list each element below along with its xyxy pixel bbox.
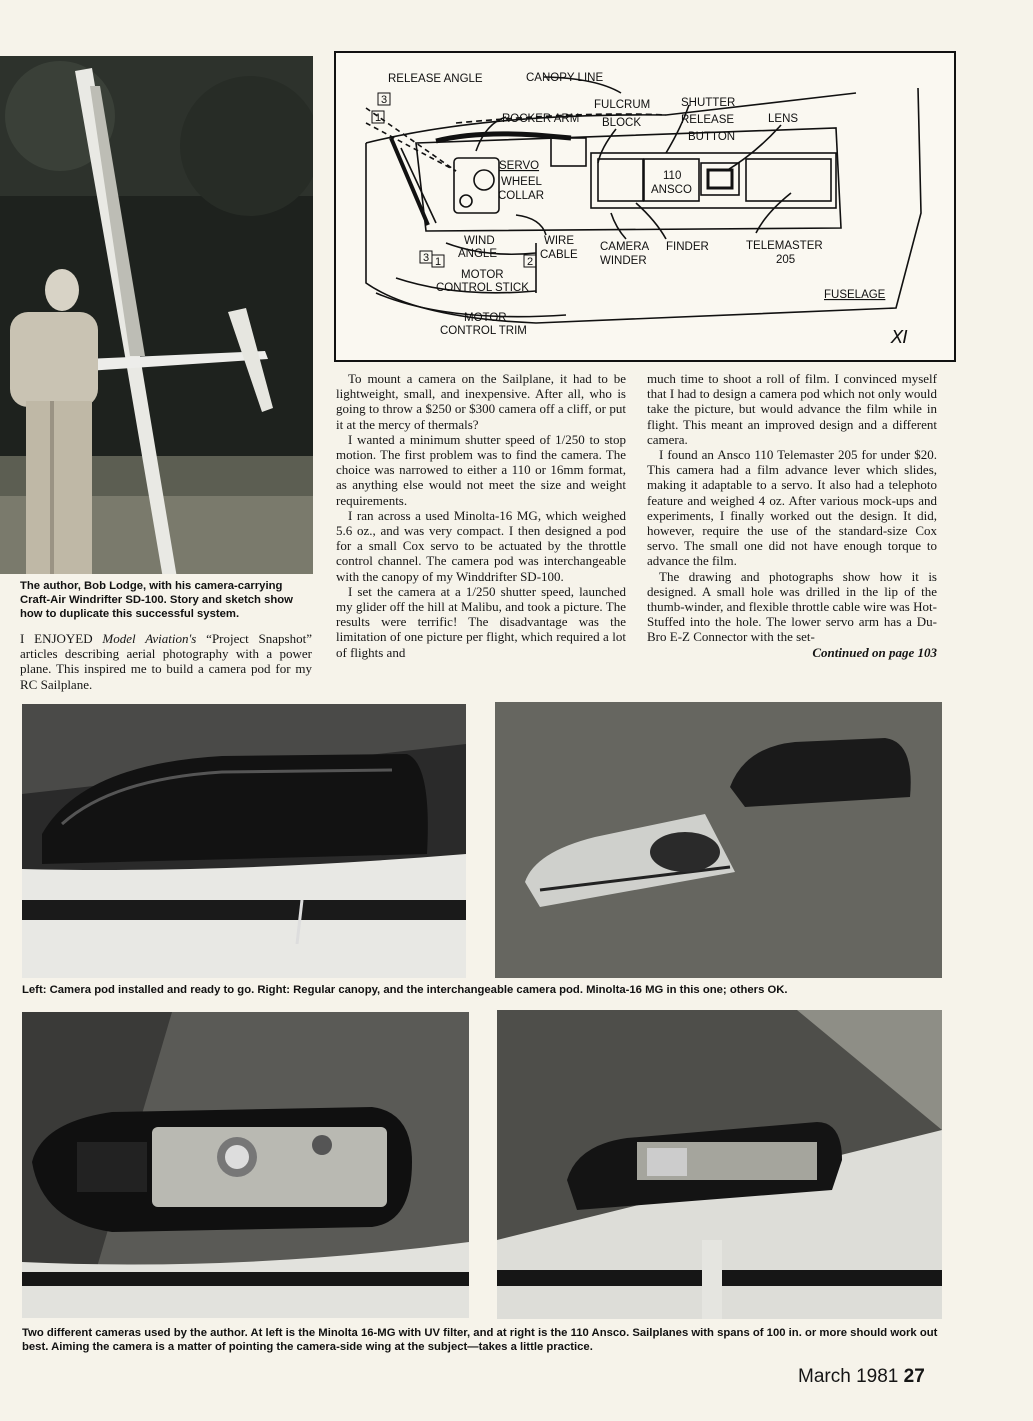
label-ansco: ANSCO (651, 184, 692, 196)
diagram-drawing (336, 53, 954, 360)
label-205: 205 (776, 254, 796, 266)
minolta-pod-photo (22, 1012, 469, 1318)
article-column-1 (20, 631, 312, 692)
minolta-pod-art (22, 1012, 469, 1318)
artist-signature: Ⅺ (891, 327, 908, 347)
col1-lead-in: I ENJOYED (20, 631, 103, 646)
col1-rest: “Project Snapshot” articles describing aerial photography with a power plane. This inspired me to build a camera pod for my RC Sailplane. (20, 631, 312, 692)
label-fulcrum: FULCRUM (594, 99, 651, 111)
label-wind: WIND (464, 235, 495, 247)
label-wheel: WHEEL (501, 176, 542, 188)
label-block: BLOCK (602, 117, 641, 129)
label-fuselage: FUSELAGE (824, 289, 886, 301)
article-column-2 (336, 371, 626, 660)
pod-installed-art (22, 704, 466, 978)
ansco-pod-art (497, 1010, 942, 1319)
middle-caption: Left: Camera pod installed and ready to go. Right: Regular canopy, and the interchangeable camera pod. Minolta-16 MG in this one; others OK. (22, 984, 788, 996)
label-release-angle: RELEASE ANGLE (388, 73, 483, 85)
label-cable: CABLE (540, 249, 578, 261)
article-column-3 (647, 371, 937, 660)
diagram-mark-3-low: 3 (423, 252, 430, 264)
col3-paragraph-2: I found an Ansco 110 Telemaster 205 for under $20. This camera had a film advance lever which slides, making it adaptable to a servo. It also had a telephoto feature and weighed 4 oz. After various mock-ups and experiments, I finally worked out the design. It did, however, require the use of the standard-size Cox servo. The small one did not have enough torque to advance the film. (647, 447, 937, 569)
col2-paragraph-4: I set the camera at a 1/250 shutter speed, launched my glider off the hill at Malibu, and took a picture. The results were terrific! The disadvantage was the limitation of one picture per flight, which required a lot of flights and (336, 583, 626, 660)
label-motor: MOTOR (461, 269, 504, 281)
col1-magazine-title: Model Aviation's (102, 631, 197, 646)
label-canopy-line: CANOPY LINE (526, 72, 604, 84)
col2-paragraph-3: I ran across a used Minolta-16 MG, which weighed 5.6 oz., and was very compact. I then designed a pod for a small Cox servo to be actuated by the throttle control channel. The camera pod was interchangeable with the canopy of my Winddrifter SD-100. (336, 507, 626, 584)
page-number: 27 (903, 1366, 925, 1387)
label-motor-2: MOTOR (464, 312, 507, 324)
label-servo: SERVO (499, 160, 540, 172)
label-control-trim: CONTROL TRIM (440, 325, 527, 337)
col3-paragraph-1: much time to shoot a roll of film. I convinced myself that I had to design a camera pod which not only would take the picture, but would advance the film while in flight. This meant an improved design and a different camera. (647, 371, 937, 447)
col3-paragraph-3: The drawing and photographs show how it is designed. A small hole was drilled in the lip of the thumb-winder, and flexible throttle cable wire was Hot-Stuffed into the hole. The lower servo arm has a Du-Bro E-Z Connector with the set- (647, 568, 937, 645)
label-finder: FINDER (666, 241, 709, 253)
canopy-and-pod-photo (495, 702, 942, 978)
label-lens: LENS (768, 113, 799, 125)
continued-on-page: Continued on page 103 (812, 644, 937, 660)
camera-pod-diagram (334, 51, 956, 362)
diagram-mark-1-low: 1 (435, 256, 442, 268)
issue-date: March 1981 (798, 1366, 899, 1387)
diagram-mark-1-top: 1 (375, 112, 382, 124)
page-folio (798, 1366, 925, 1388)
diagram-mark-2: 2 (527, 256, 534, 268)
canopy-and-pod-art (495, 702, 942, 978)
label-shutter: SHUTTER (681, 97, 736, 109)
label-110: 110 (663, 170, 682, 182)
col1-paragraph (20, 631, 312, 692)
label-rocker-arm: ROCKER ARM (502, 113, 580, 125)
label-collar: COLLAR (498, 190, 545, 202)
label-winder: WINDER (600, 255, 647, 267)
author-photo-art (0, 56, 313, 574)
label-wire: WIRE (544, 235, 575, 247)
label-control-stick: CONTROL STICK (436, 282, 529, 294)
bottom-caption: Two different cameras used by the author. At left is the Minolta 16-MG with UV filter, and at right is the 110 Ansco. Sailplanes with spans of 100 in. or more should work out best. Aiming the camera is a matter of pointing the camera-side wing at the subject—takes a little practice. (22, 1327, 938, 1353)
col2-paragraph-2: I wanted a minimum shutter speed of 1/250 to stop motion. The first problem was to find the camera. The choice was narrowed to either a 110 or 16mm format, as anything else would not meet the size and weight requirements. (336, 431, 626, 508)
label-button: BUTTON (688, 131, 736, 143)
ansco-pod-photo (497, 1010, 942, 1319)
author-caption: The author, Bob Lodge, with his camera-carrying Craft-Air Windrifter SD-100. Story and sketch show how to duplicate this successful system. (20, 580, 293, 620)
label-angle: ANGLE (458, 248, 497, 260)
col2-paragraph-1: To mount a camera on the Sailplane, it had to be lightweight, small, and inexpensive. After all, who is going to throw a $250 or $300 camera off a cliff, or put it at the mercy of thermals? (336, 371, 626, 432)
author-photo (0, 56, 313, 574)
label-release: RELEASE (681, 114, 735, 126)
diagram-mark-3-top: 3 (381, 94, 388, 106)
label-telemaster: TELEMASTER (746, 240, 823, 252)
label-camera: CAMERA (600, 241, 650, 253)
pod-installed-photo (22, 704, 466, 978)
